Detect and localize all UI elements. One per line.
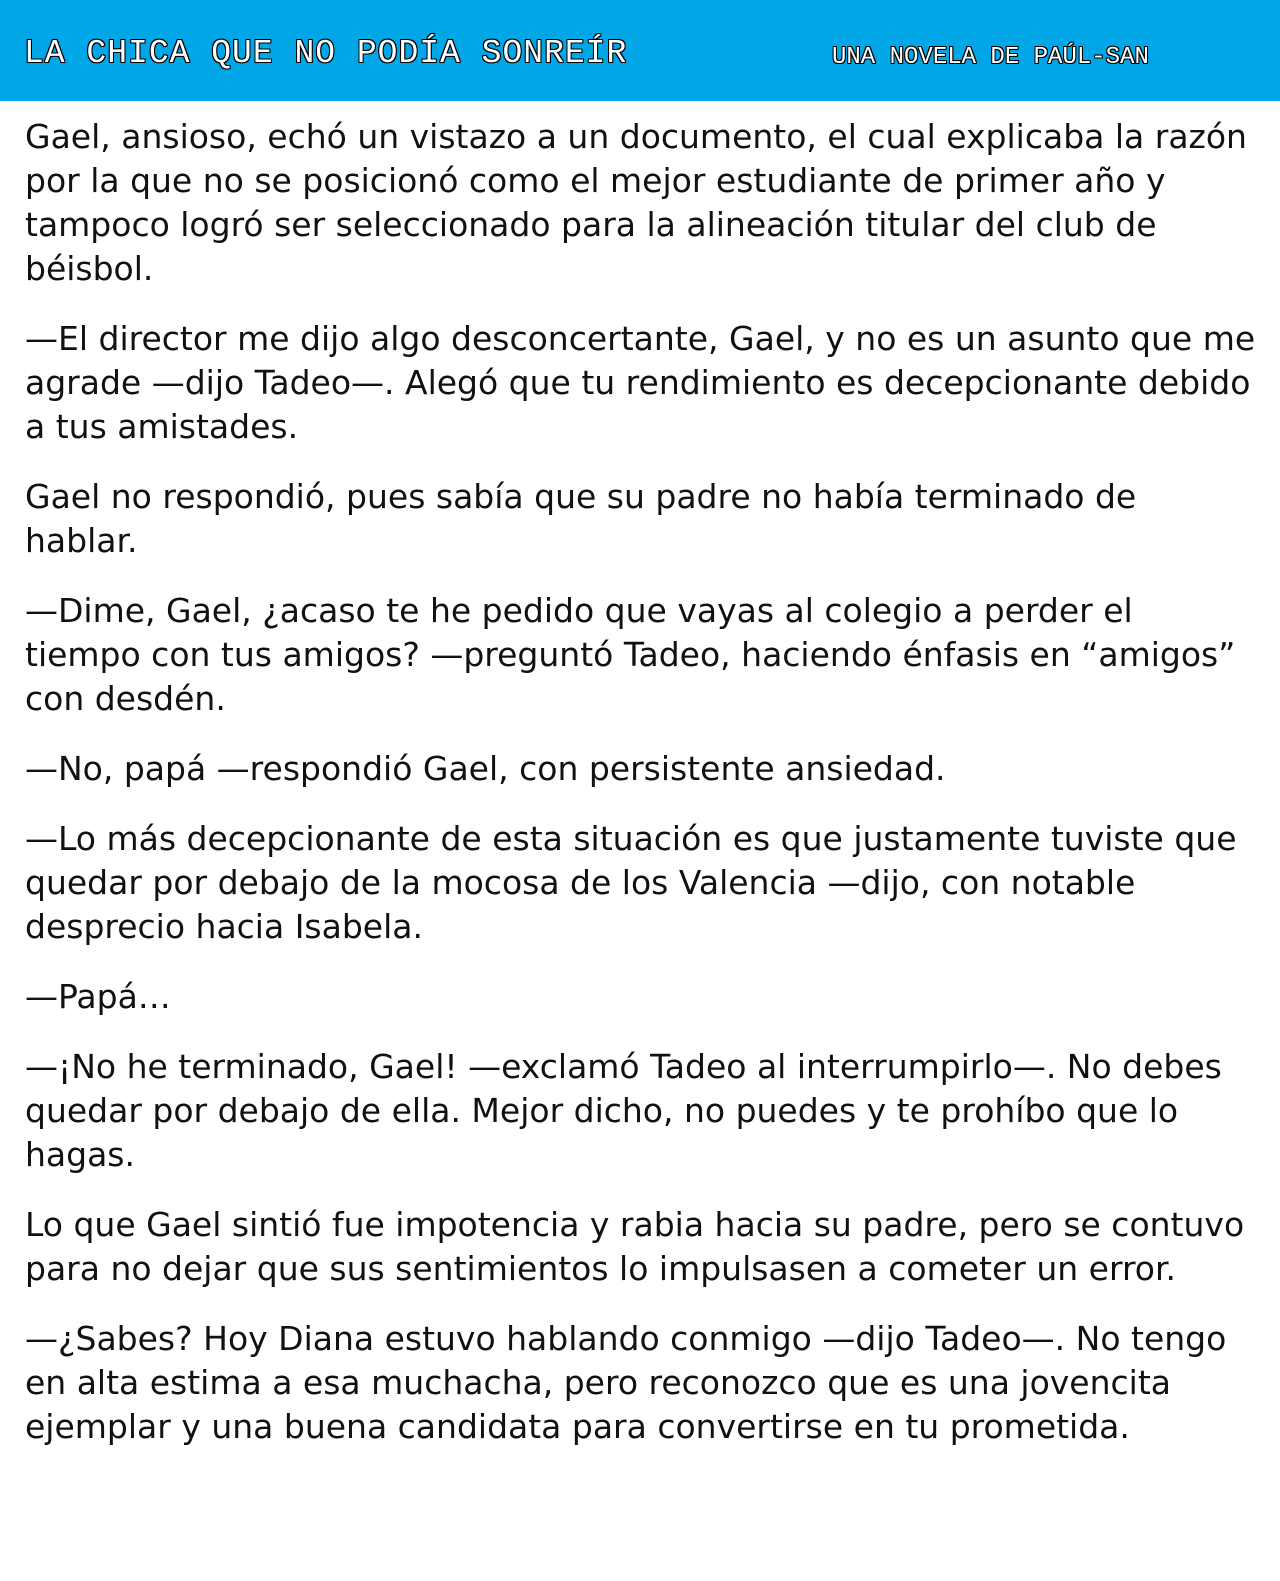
paragraph: Gael, ansioso, echó un vistazo a un documento, el cual explicaba la razón por la que no se posicionó como el mejor estudiante de primer año y tampoco logró ser seleccionado para la alineación titular del club de béisbol.: [25, 117, 1247, 288]
paragraph: —Lo más decepcionante de esta situación es que justamente tuviste que quedar por debajo de la mocosa de los Valencia —dijo, con notable desprecio hacia Isabela.: [25, 819, 1237, 946]
paragraph: —Dime, Gael, ¿acaso te he pedido que vayas al colegio a perder el tiempo con tus amigos? —preguntó Tadeo, haciendo énfasis en “amigos” con desdén.: [25, 591, 1236, 718]
paragraph: —¡No he terminado, Gael! —exclamó Tadeo al interrumpirlo—. No debes quedar por debajo de ella. Mejor dicho, no puedes y te prohíbo que lo hagas.: [25, 1047, 1222, 1174]
paragraph: Gael no respondió, pues sabía que su padre no había terminado de hablar.: [25, 477, 1137, 560]
story-body: [25, 115, 1257, 1475]
paragraph: —Papá…: [25, 977, 171, 1016]
paragraph: —No, papá —respondió Gael, con persistente ansiedad.: [25, 749, 946, 788]
paragraph: Lo que Gael sintió fue impotencia y rabia hacia su padre, pero se contuvo para no dejar que sus sentimientos lo impulsasen a cometer un error.: [25, 1205, 1245, 1288]
header-banner: [0, 0, 1280, 101]
paragraph: —El director me dijo algo desconcertante, Gael, y no es un asunto que me agrade —dijo Tadeo—. Alegó que tu rendimiento es decepcionante debido a tus amistades.: [25, 319, 1256, 446]
author-byline: UNA NOVELA DE PAÚL-SAN: [832, 44, 1149, 71]
book-title: LA CHICA QUE NO PODÍA SONREÍR: [24, 35, 628, 72]
paragraph: —¿Sabes? Hoy Diana estuvo hablando conmigo —dijo Tadeo—. No tengo en alta estima a esa muchacha, pero reconozco que es una jovencita ejemplar y una buena candidata para convertirse en tu prometida.: [25, 1319, 1227, 1446]
